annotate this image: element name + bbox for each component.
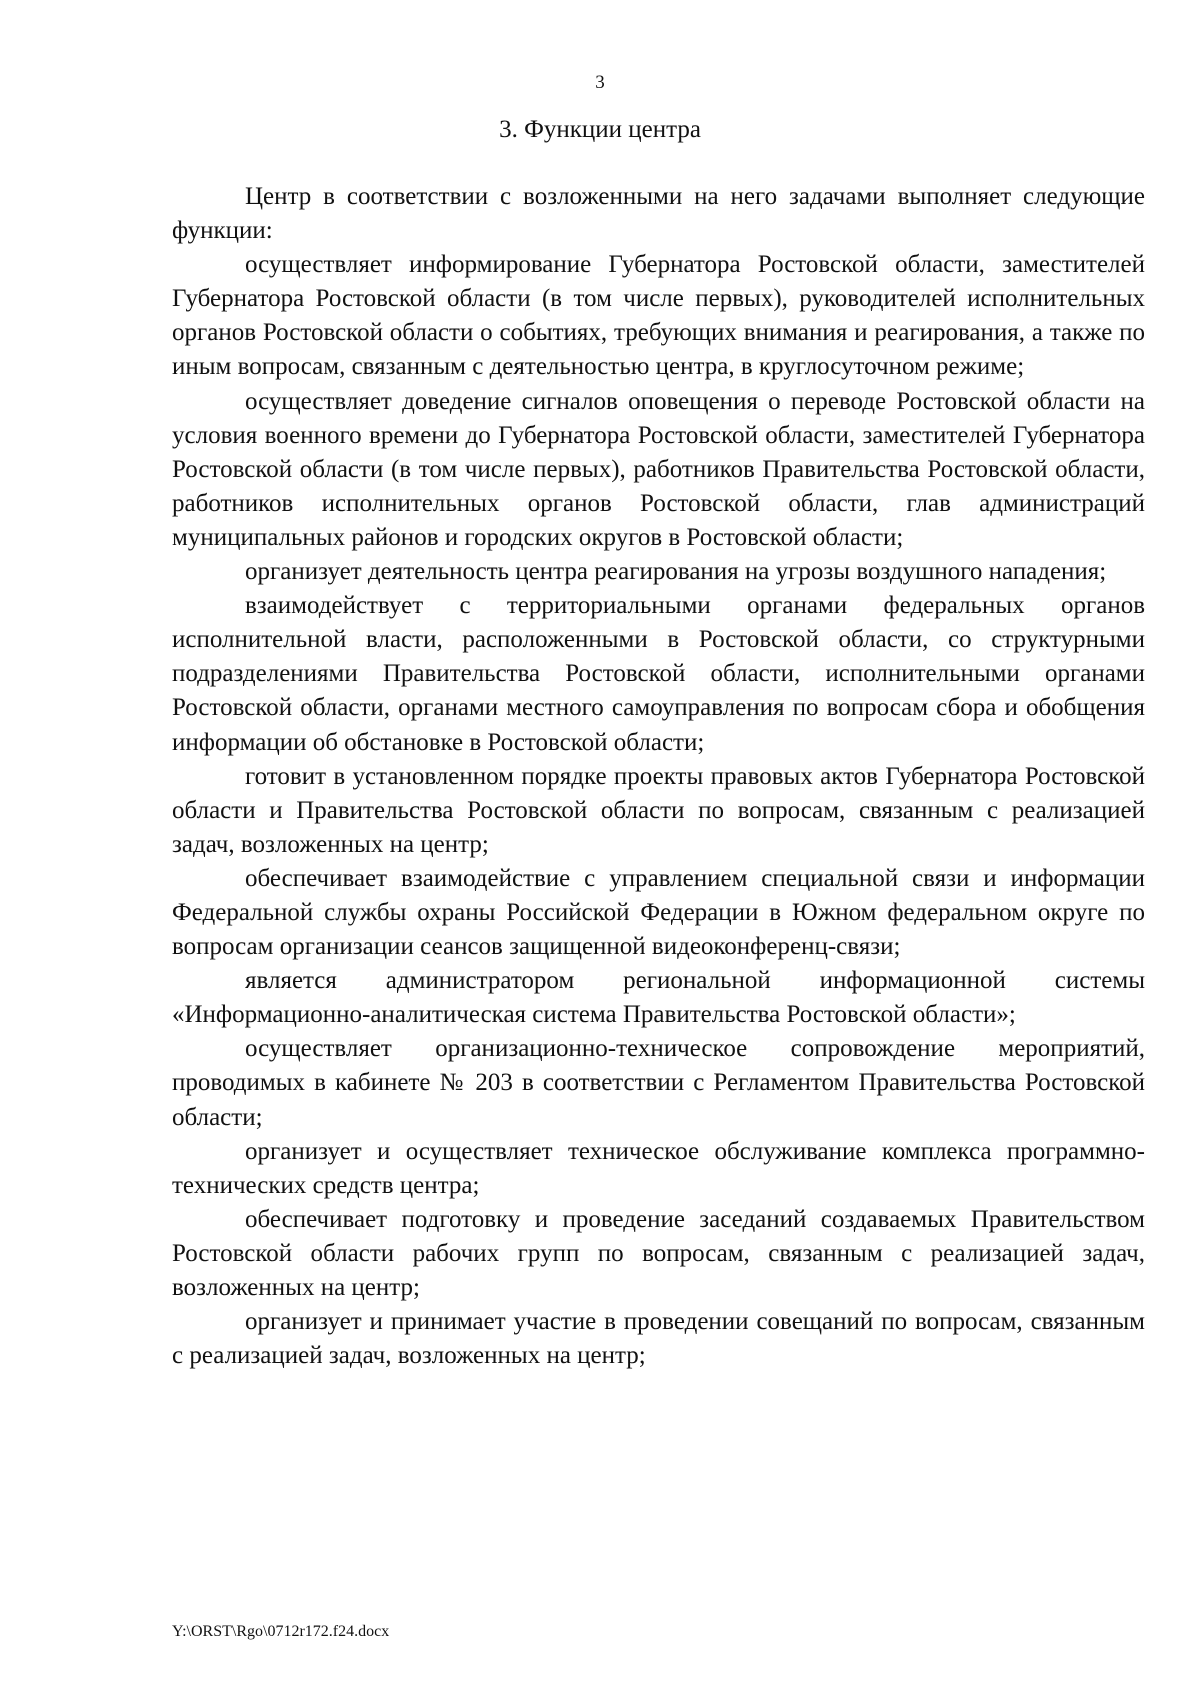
paragraph-function: является администратором региональной информационной системы «Информационно-аналитическая система Правительства Ростовской области»; xyxy=(172,967,1145,1029)
paragraph-function: организует и осуществляет техническое обслуживание комплекса программно-технических средств центра; xyxy=(172,1137,1145,1199)
paragraph-intro: Центр в соответствии с возложенными на него задачами выполняет следующие функции: xyxy=(172,183,1145,245)
paragraph-function: организует и принимает участие в проведении совещаний по вопросам, связанным с реализацией задач, возложенных на центр; xyxy=(172,1308,1145,1370)
footer-file-path: Y:\ORST\Rgo\0712r172.f24.docx xyxy=(172,1623,390,1640)
paragraph-function: осуществляет организационно-техническое сопровождение мероприятий, проводимых в кабинете № 203 в соответствии с Регламентом Правительства Ростовской области; xyxy=(172,1035,1145,1131)
paragraph-function: обеспечивает подготовку и проведение заседаний создаваемых Правительством Ростовской области рабочих групп по вопросам, связанным с реализацией задач, возложенных на центр; xyxy=(172,1205,1145,1301)
section-heading: 3. Функции центра xyxy=(499,116,701,143)
paragraph-function: готовит в установленном порядке проекты правовых актов Губернатора Ростовской области и Правительства Ростовской области по вопросам, связанным с реализацией задач, возложенных на центр; xyxy=(172,762,1145,858)
page-number: 3 xyxy=(595,72,605,93)
paragraph-function: взаимодействует с территориальными органами федеральных органов исполнительной власти, расположенными в Ростовской области, со структурными подразделениями Правительства Ростовской области, исполнительными органами Ростовской области, органами местного самоуправления по вопросам сбора и обобщения информации об обстановке в Ростовской области; xyxy=(172,592,1145,756)
paragraph-function: осуществляет информирование Губернатора Ростовской области, заместителей Губернатора Ростовской области (в том числе первых), руководителей исполнительных органов Ростовской области о событиях, требующих внимания и реагирования, а также по иным вопросам, связанным с деятельностью центра, в круглосуточном режиме; xyxy=(172,251,1145,381)
paragraph-function: осуществляет доведение сигналов оповещения о переводе Ростовской области на условия военного времени до Губернатора Ростовской области, заместителей Губернатора Ростовской области (в том числе первых), работников Правительства Ростовской области, работников исполнительных органов Ростовской области, глав администраций муниципальных районов и городских округов в Ростовской области; xyxy=(172,387,1145,551)
paragraph-function: обеспечивает взаимодействие с управлением специальной связи и информации Федеральной службы охраны Российской Федерации в Южном федеральном округе по вопросам организации сеансов защищенной видеоконференц-связи; xyxy=(172,864,1145,961)
paragraph-function: организует деятельность центра реагирования на угрозы воздушного нападения; xyxy=(245,558,1107,586)
document-body xyxy=(172,180,1145,1373)
